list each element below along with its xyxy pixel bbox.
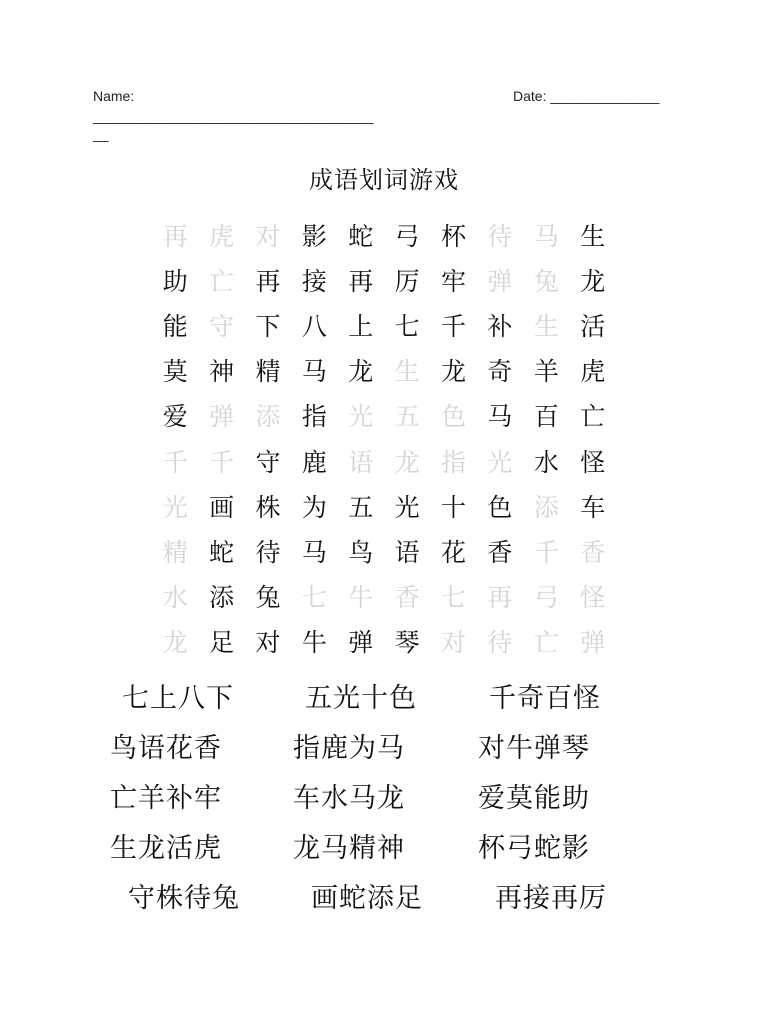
grid-cell-idiom-char[interactable]: 七 <box>394 311 420 341</box>
grid-cell-idiom-char[interactable]: 马 <box>301 357 327 387</box>
grid-cell-idiom-char[interactable]: 水 <box>533 447 559 477</box>
grid-cell-idiom-char[interactable]: 马 <box>487 402 513 432</box>
grid-cell-filler-char[interactable]: 再 <box>487 583 513 613</box>
grid-cell-idiom-char[interactable]: 兔 <box>255 583 281 613</box>
grid-cell-idiom-char[interactable]: 上 <box>348 311 374 341</box>
name-line: ____________________________________ <box>93 108 374 124</box>
answer-idiom: 爱莫能助 <box>478 783 590 814</box>
grid-cell-idiom-char[interactable]: 光 <box>394 492 420 522</box>
grid-cell-filler-char[interactable]: 精 <box>162 537 188 567</box>
grid-cell-filler-char[interactable]: 七 <box>441 583 467 613</box>
grid-cell-filler-char[interactable]: 生 <box>533 311 559 341</box>
grid-cell-idiom-char[interactable]: 足 <box>209 628 235 658</box>
answer-idiom: 再接再厉 <box>495 883 607 914</box>
grid-cell-idiom-char[interactable]: 八 <box>301 311 327 341</box>
answer-idiom: 对牛弹琴 <box>478 733 590 764</box>
grid-cell-idiom-char[interactable]: 莫 <box>162 357 188 387</box>
grid-cell-filler-char[interactable]: 千 <box>209 447 235 477</box>
grid-cell-filler-char[interactable]: 对 <box>255 221 281 251</box>
grid-cell-filler-char[interactable]: 守 <box>209 311 235 341</box>
grid-cell-filler-char[interactable]: 光 <box>162 492 188 522</box>
grid-cell-filler-char[interactable]: 弹 <box>209 402 235 432</box>
answer-idiom: 车水马龙 <box>293 783 405 814</box>
grid-cell-idiom-char[interactable]: 语 <box>394 537 420 567</box>
grid-cell-filler-char[interactable]: 牛 <box>348 583 374 613</box>
grid-cell-idiom-char[interactable]: 鸟 <box>348 537 374 567</box>
grid-cell-idiom-char[interactable]: 花 <box>441 537 467 567</box>
answer-row <box>0 826 768 876</box>
grid-cell-idiom-char[interactable]: 牛 <box>301 628 327 658</box>
grid-cell-filler-char[interactable]: 弓 <box>533 583 559 613</box>
grid-cell-idiom-char[interactable]: 琴 <box>394 628 420 658</box>
grid-cell-filler-char[interactable]: 弹 <box>580 628 606 658</box>
answer-idiom: 千奇百怪 <box>489 683 601 714</box>
grid-cell-filler-char[interactable]: 添 <box>533 492 559 522</box>
grid-cell-idiom-char[interactable]: 牢 <box>441 266 467 296</box>
answer-idiom: 鸟语花香 <box>110 733 222 764</box>
answer-row <box>0 676 768 726</box>
grid-cell-filler-char[interactable]: 水 <box>162 583 188 613</box>
grid-cell-idiom-char[interactable]: 神 <box>209 357 235 387</box>
worksheet-title: 成语划词游戏 <box>309 166 459 194</box>
answer-idiom: 生龙活虎 <box>110 833 222 864</box>
grid-cell-filler-char[interactable]: 龙 <box>394 447 420 477</box>
grid-cell-idiom-char[interactable]: 厉 <box>394 266 420 296</box>
grid-cell-idiom-char[interactable]: 弓 <box>394 221 420 251</box>
grid-cell-idiom-char[interactable]: 十 <box>441 492 467 522</box>
grid-cell-idiom-char[interactable]: 精 <box>255 357 281 387</box>
grid-cell-idiom-char[interactable]: 蛇 <box>348 221 374 251</box>
name-label: Name: <box>93 88 135 104</box>
grid-cell-idiom-char[interactable]: 株 <box>255 492 281 522</box>
grid-cell-filler-char[interactable]: 龙 <box>162 628 188 658</box>
grid-cell-filler-char[interactable]: 五 <box>394 402 420 432</box>
grid-cell-idiom-char[interactable]: 待 <box>255 537 281 567</box>
grid-cell-idiom-char[interactable]: 龙 <box>348 357 374 387</box>
grid-cell-filler-char[interactable]: 七 <box>301 583 327 613</box>
grid-cell-idiom-char[interactable]: 再 <box>255 266 281 296</box>
grid-cell-idiom-char[interactable]: 下 <box>255 311 281 341</box>
answer-row <box>0 726 768 776</box>
grid-cell-filler-char[interactable]: 待 <box>487 628 513 658</box>
grid-cell-idiom-char[interactable]: 色 <box>487 492 513 522</box>
grid-cell-idiom-char[interactable]: 龙 <box>441 357 467 387</box>
answer-row <box>0 876 768 926</box>
grid-cell-idiom-char[interactable]: 弹 <box>348 628 374 658</box>
grid-cell-idiom-char[interactable]: 羊 <box>533 357 559 387</box>
grid-cell-idiom-char[interactable]: 亡 <box>580 402 606 432</box>
grid-cell-filler-char[interactable]: 弹 <box>487 266 513 296</box>
answer-idiom: 杯弓蛇影 <box>478 833 590 864</box>
grid-cell-filler-char[interactable]: 再 <box>162 221 188 251</box>
grid-cell-filler-char[interactable]: 怪 <box>580 583 606 613</box>
grid-cell-filler-char[interactable]: 香 <box>394 583 420 613</box>
grid-cell-idiom-char[interactable]: 杯 <box>441 221 467 251</box>
grid-cell-filler-char[interactable]: 光 <box>487 447 513 477</box>
answer-idiom: 七上八下 <box>122 683 234 714</box>
grid-cell-idiom-char[interactable]: 香 <box>487 537 513 567</box>
grid-cell-idiom-char[interactable]: 能 <box>162 311 188 341</box>
answer-list <box>0 676 768 926</box>
grid-cell-filler-char[interactable]: 色 <box>441 402 467 432</box>
grid-cell-idiom-char[interactable]: 马 <box>301 537 327 567</box>
grid-cell-filler-char[interactable]: 光 <box>348 402 374 432</box>
grid-cell-idiom-char[interactable]: 爱 <box>162 402 188 432</box>
answer-idiom: 亡羊补牢 <box>110 783 222 814</box>
grid-cell-filler-char[interactable]: 千 <box>533 537 559 567</box>
grid-cell-idiom-char[interactable]: 为 <box>301 492 327 522</box>
grid-cell-idiom-char[interactable]: 奇 <box>487 357 513 387</box>
grid-cell-idiom-char[interactable]: 指 <box>301 402 327 432</box>
grid-cell-idiom-char[interactable]: 蛇 <box>209 537 235 567</box>
answer-idiom: 画蛇添足 <box>311 883 423 914</box>
grid-cell-idiom-char[interactable]: 龙 <box>580 266 606 296</box>
grid-cell-filler-char[interactable]: 对 <box>441 628 467 658</box>
grid-cell-filler-char[interactable]: 兔 <box>533 266 559 296</box>
date-label: Date: ______________ <box>513 88 660 104</box>
answer-idiom: 守株待兔 <box>128 883 240 914</box>
name-line-continuation: __ <box>93 126 109 142</box>
answer-idiom: 五光十色 <box>305 683 417 714</box>
grid-cell-filler-char[interactable]: 千 <box>162 447 188 477</box>
grid-cell-idiom-char[interactable]: 千 <box>441 311 467 341</box>
grid-cell-filler-char[interactable]: 指 <box>441 447 467 477</box>
grid-cell-idiom-char[interactable]: 五 <box>348 492 374 522</box>
grid-cell-idiom-char[interactable]: 接 <box>301 266 327 296</box>
grid-cell-idiom-char[interactable]: 守 <box>255 447 281 477</box>
grid-cell-idiom-char[interactable]: 再 <box>348 266 374 296</box>
grid-cell-idiom-char[interactable]: 对 <box>255 628 281 658</box>
grid-cell-idiom-char[interactable]: 补 <box>487 311 513 341</box>
grid-cell-idiom-char[interactable]: 鹿 <box>301 447 327 477</box>
grid-cell-filler-char[interactable]: 虎 <box>209 221 235 251</box>
grid-cell-filler-char[interactable]: 亡 <box>533 628 559 658</box>
grid-cell-idiom-char[interactable]: 活 <box>580 311 606 341</box>
answer-row <box>0 776 768 826</box>
grid-cell-idiom-char[interactable]: 助 <box>162 266 188 296</box>
grid-cell-idiom-char[interactable]: 影 <box>301 221 327 251</box>
grid-cell-filler-char[interactable]: 语 <box>348 447 374 477</box>
grid-cell-idiom-char[interactable]: 生 <box>580 221 606 251</box>
word-search-grid <box>152 212 616 664</box>
answer-idiom: 指鹿为马 <box>293 733 405 764</box>
answer-idiom: 龙马精神 <box>293 833 405 864</box>
grid-cell-filler-char[interactable]: 亡 <box>209 266 235 296</box>
grid-cell-idiom-char[interactable]: 画 <box>209 492 235 522</box>
grid-cell-idiom-char[interactable]: 添 <box>209 583 235 613</box>
grid-cell-idiom-char[interactable]: 虎 <box>580 357 606 387</box>
grid-cell-filler-char[interactable]: 生 <box>394 357 420 387</box>
grid-cell-idiom-char[interactable]: 百 <box>533 402 559 432</box>
grid-cell-filler-char[interactable]: 香 <box>580 537 606 567</box>
grid-cell-idiom-char[interactable]: 车 <box>580 492 606 522</box>
grid-cell-idiom-char[interactable]: 怪 <box>580 447 606 477</box>
grid-cell-filler-char[interactable]: 马 <box>533 221 559 251</box>
grid-cell-filler-char[interactable]: 添 <box>255 402 281 432</box>
grid-cell-filler-char[interactable]: 待 <box>487 221 513 251</box>
